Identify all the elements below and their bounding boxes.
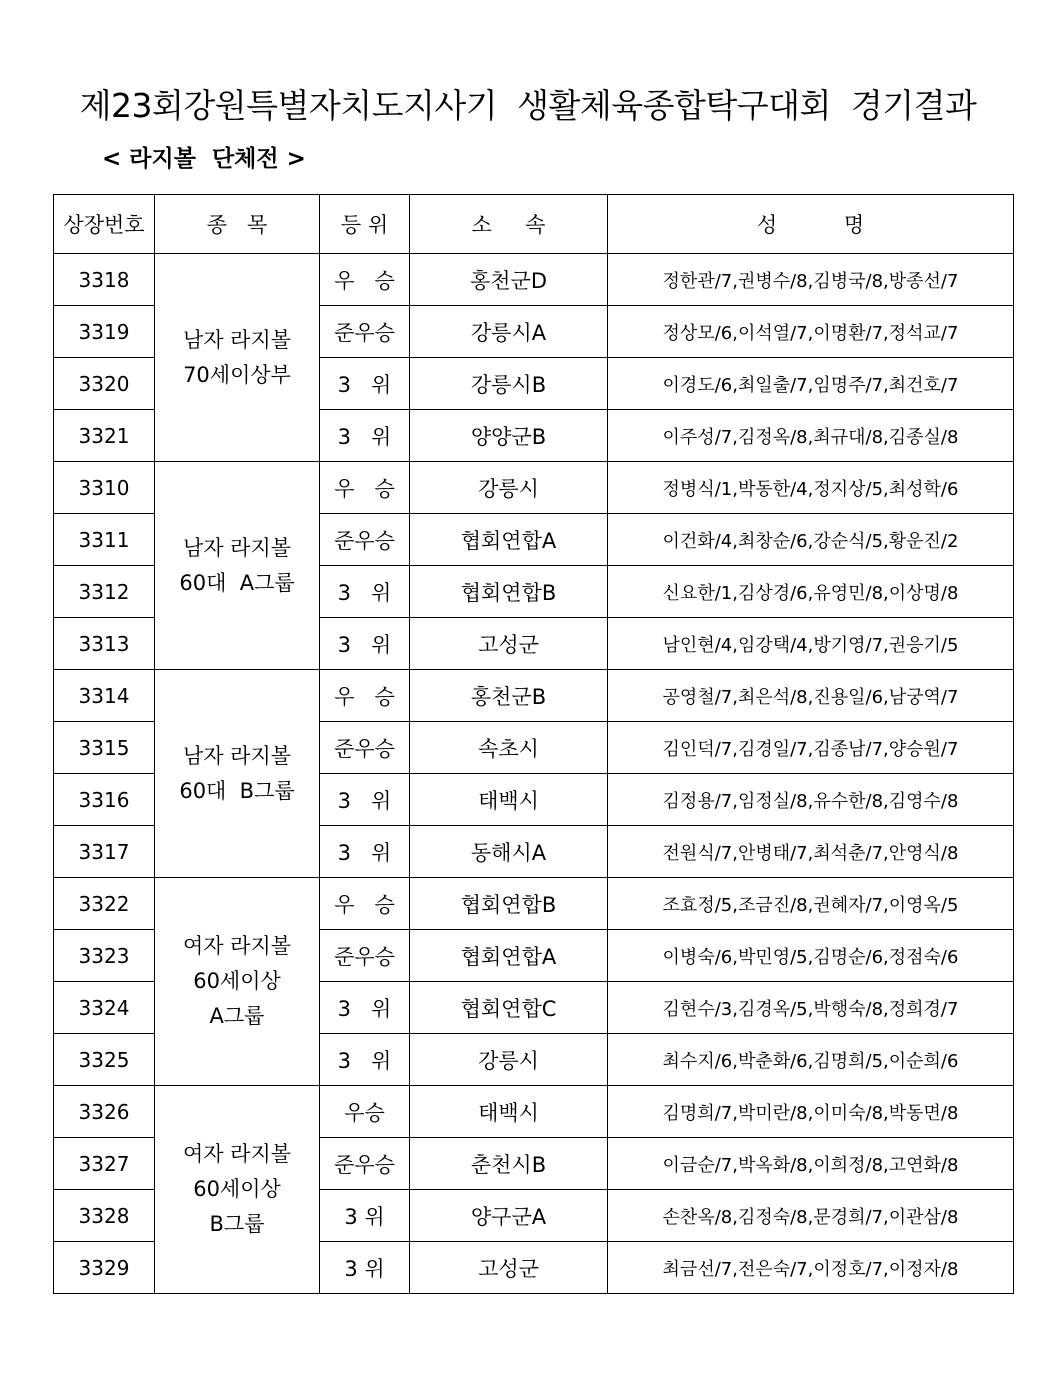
rank-cell: 3 위	[320, 358, 410, 410]
award-number-cell: 3314	[54, 670, 155, 722]
event-line: 남자 라지볼	[182, 535, 292, 560]
names-cell: 이경도/6,최일출/7,임명주/7,최건호/7	[608, 358, 1014, 410]
rank-cell: 3 위	[320, 774, 410, 826]
table-row	[54, 878, 1014, 930]
event-cell	[155, 878, 320, 1086]
award-number-cell: 3313	[54, 618, 155, 670]
event-cell	[155, 462, 320, 670]
names-cell: 최금선/7,전은숙/7,이정호/7,이정자/8	[608, 1242, 1014, 1294]
event-line: 70세이상부	[183, 362, 291, 387]
rank-cell: 3 위	[320, 1034, 410, 1086]
names-cell: 김인덕/7,김경일/7,김종남/7,양승원/7	[608, 722, 1014, 774]
event-line: 남자 라지볼	[182, 327, 292, 352]
award-number-cell: 3318	[54, 254, 155, 306]
rank-cell: 3 위	[320, 410, 410, 462]
names-cell: 이건화/4,최창순/6,강순식/5,황운진/2	[608, 514, 1014, 566]
event-cell	[155, 254, 320, 462]
names-cell: 조효정/5,조금진/8,권혜자/7,이영옥/5	[608, 878, 1014, 930]
affiliation-cell: 동해시A	[410, 826, 608, 878]
rank-cell: 우 승	[320, 878, 410, 930]
award-number-cell: 3317	[54, 826, 155, 878]
event-line: 60세이상	[193, 1177, 281, 1201]
rank-cell: 3 위	[320, 566, 410, 618]
award-number-cell: 3315	[54, 722, 155, 774]
affiliation-cell: 강릉시	[410, 1034, 608, 1086]
affiliation-cell: 강릉시B	[410, 358, 608, 410]
affiliation-cell: 협회연합B	[410, 878, 608, 930]
rank-cell: 준우승	[320, 1138, 410, 1190]
award-number-cell: 3325	[54, 1034, 155, 1086]
award-number-cell: 3327	[54, 1138, 155, 1190]
rank-cell: 3 위	[320, 826, 410, 878]
affiliation-cell: 협회연합A	[410, 930, 608, 982]
names-cell: 김정용/7,임정실/8,유수한/8,김영수/8	[608, 774, 1014, 826]
award-number-cell: 3324	[54, 982, 155, 1034]
rank-cell: 3 위	[320, 1242, 410, 1294]
rank-cell: 3 위	[320, 618, 410, 670]
event-cell	[155, 670, 320, 878]
rank-cell: 우승	[320, 1086, 410, 1138]
award-number-cell: 3312	[54, 566, 155, 618]
event-line: 여자 라지볼	[182, 934, 292, 958]
document-subtitle: < 라지볼 단체전 >	[102, 146, 306, 172]
names-cell: 전원식/7,안병태/7,최석춘/7,안영식/8	[608, 826, 1014, 878]
results-table	[53, 194, 1014, 1294]
affiliation-cell: 춘천시B	[410, 1138, 608, 1190]
event-line: 남자 라지볼	[182, 743, 292, 768]
affiliation-cell: 협회연합C	[410, 982, 608, 1034]
header-affiliation: 소 속	[410, 195, 608, 254]
event-line: B그룹	[209, 1212, 265, 1236]
affiliation-cell: 속초시	[410, 722, 608, 774]
award-number-cell: 3311	[54, 514, 155, 566]
header-award-number: 상장번호	[54, 195, 155, 254]
header-event: 종 목	[155, 195, 320, 254]
event-line: 60대 B그룹	[179, 778, 295, 803]
affiliation-cell: 태백시	[410, 1086, 608, 1138]
document-title: 제23회강원특별자치도지사기 생활체육종합탁구대회 경기결과	[79, 86, 977, 125]
rank-cell: 우 승	[320, 254, 410, 306]
rank-cell: 준우승	[320, 514, 410, 566]
award-number-cell: 3310	[54, 462, 155, 514]
header-names: 성 명	[608, 195, 1014, 254]
table-row	[54, 1086, 1014, 1138]
names-cell: 정한관/7,권병수/8,김병국/8,방종선/7	[608, 254, 1014, 306]
affiliation-cell: 홍천군B	[410, 670, 608, 722]
names-cell: 이주성/7,김정옥/8,최규대/8,김종실/8	[608, 410, 1014, 462]
affiliation-cell: 양구군A	[410, 1190, 608, 1242]
names-cell: 손찬옥/8,김정숙/8,문경희/7,이관삼/8	[608, 1190, 1014, 1242]
award-number-cell: 3319	[54, 306, 155, 358]
event-line: A그룹	[209, 1004, 265, 1028]
affiliation-cell: 강릉시	[410, 462, 608, 514]
names-cell: 공영철/7,최은석/8,진용일/6,남궁역/7	[608, 670, 1014, 722]
award-number-cell: 3329	[54, 1242, 155, 1294]
rank-cell: 3 위	[320, 982, 410, 1034]
award-number-cell: 3321	[54, 410, 155, 462]
header-row	[54, 195, 1014, 254]
names-cell: 남인현/4,임강택/4,방기영/7,권응기/5	[608, 618, 1014, 670]
award-number-cell: 3328	[54, 1190, 155, 1242]
award-number-cell: 3326	[54, 1086, 155, 1138]
names-cell: 정병식/1,박동한/4,정지상/5,최성학/6	[608, 462, 1014, 514]
header-rank: 등 위	[320, 195, 410, 254]
award-number-cell: 3316	[54, 774, 155, 826]
table-row	[54, 462, 1014, 514]
event-line: 여자 라지볼	[182, 1142, 292, 1166]
event-line: 60대 A그룹	[179, 570, 295, 595]
rank-cell: 준우승	[320, 306, 410, 358]
affiliation-cell: 홍천군D	[410, 254, 608, 306]
award-number-cell: 3323	[54, 930, 155, 982]
names-cell: 김명희/7,박미란/8,이미숙/8,박동면/8	[608, 1086, 1014, 1138]
table-row	[54, 670, 1014, 722]
event-cell	[155, 1086, 320, 1294]
names-cell: 이병숙/6,박민영/5,김명순/6,정점숙/6	[608, 930, 1014, 982]
names-cell: 최수지/6,박춘화/6,김명희/5,이순희/6	[608, 1034, 1014, 1086]
event-line: 60세이상	[193, 969, 281, 993]
table-row	[54, 254, 1014, 306]
affiliation-cell: 협회연합A	[410, 514, 608, 566]
rank-cell: 준우승	[320, 930, 410, 982]
names-cell: 정상모/6,이석열/7,이명환/7,정석교/7	[608, 306, 1014, 358]
names-cell: 이금순/7,박옥화/8,이희정/8,고연화/8	[608, 1138, 1014, 1190]
names-cell: 김현수/3,김경옥/5,박행숙/8,정희경/7	[608, 982, 1014, 1034]
affiliation-cell: 강릉시A	[410, 306, 608, 358]
results-table-body	[54, 254, 1014, 1294]
names-cell: 신요한/1,김상경/6,유영민/8,이상명/8	[608, 566, 1014, 618]
results-table-header	[54, 195, 1014, 254]
rank-cell: 우 승	[320, 462, 410, 514]
award-number-cell: 3320	[54, 358, 155, 410]
affiliation-cell: 고성군	[410, 1242, 608, 1294]
affiliation-cell: 고성군	[410, 618, 608, 670]
award-number-cell: 3322	[54, 878, 155, 930]
affiliation-cell: 태백시	[410, 774, 608, 826]
rank-cell: 준우승	[320, 722, 410, 774]
rank-cell: 3 위	[320, 1190, 410, 1242]
affiliation-cell: 협회연합B	[410, 566, 608, 618]
rank-cell: 우 승	[320, 670, 410, 722]
affiliation-cell: 양양군B	[410, 410, 608, 462]
